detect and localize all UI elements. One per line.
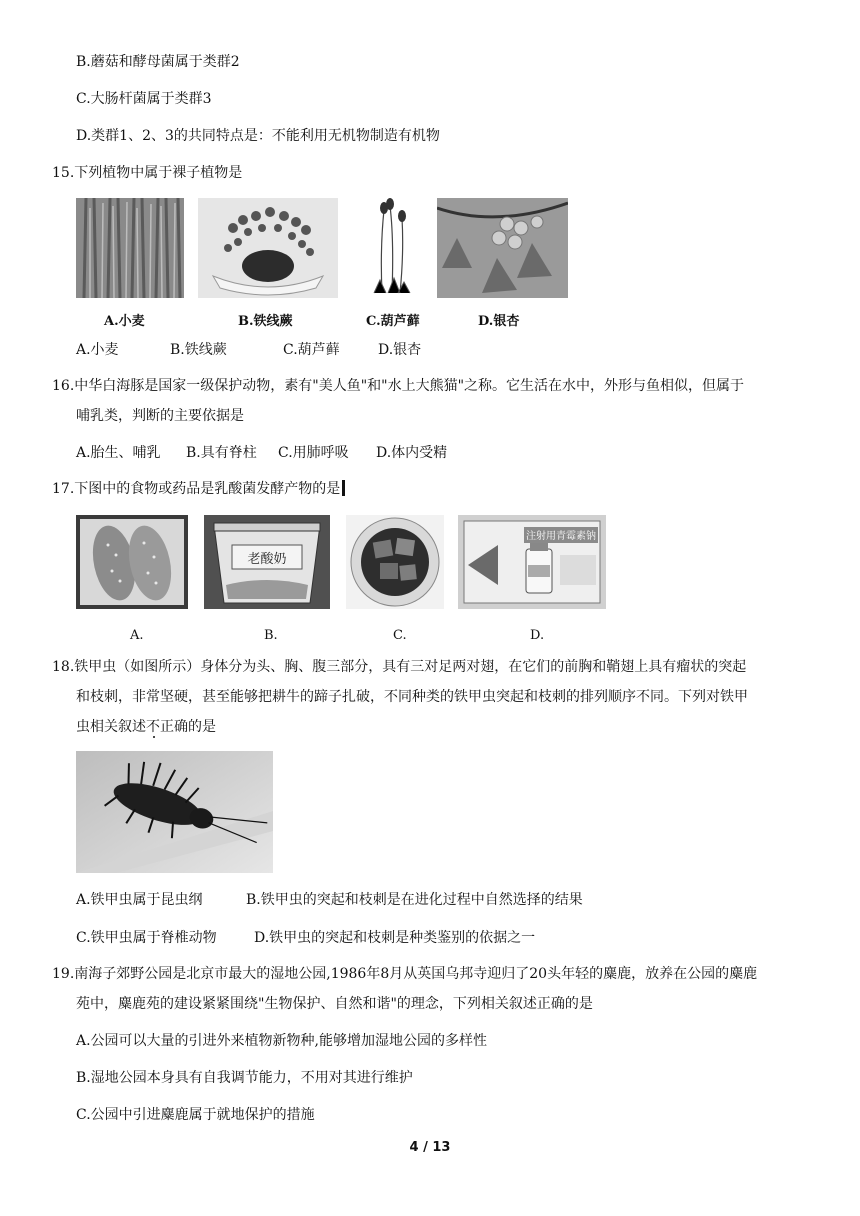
q19-option-c: C.公园中引进麋鹿属于就地保护的措施 [76, 1107, 315, 1123]
q16-option-a: A.胎生、哺乳 [76, 445, 161, 461]
q17-stem [52, 479, 345, 499]
q14-option-c: C.大肠杆菌属于类群3 [76, 91, 212, 107]
q15-option-c: C.葫芦藓 [283, 342, 340, 358]
q17-label-a: A. [130, 628, 144, 643]
q15-caption-a: A.小麦 [104, 314, 145, 329]
fern-image [198, 198, 338, 298]
ginkgo-image [437, 198, 568, 298]
q16-option-b: B.具有脊柱 [186, 445, 257, 461]
text-cursor [342, 480, 345, 496]
iron-beetle-image [76, 751, 273, 873]
q18-option-c: C.铁甲虫属于脊椎动物 [76, 930, 217, 946]
penicillin-box-text: 注射用青霉素钠 [526, 531, 596, 542]
q15-option-d: D.银杏 [378, 342, 422, 358]
q18-emphasis-not: 不 [146, 719, 160, 735]
q16-stem-line1: 16.中华白海豚是国家一级保护动物，素有"美人鱼"和"水上大熊猫"之称。它生活在水中，外形与鱼相似，但属于 [52, 378, 745, 394]
q15-caption-b: B.铁线蕨 [238, 314, 293, 329]
q15-option-b: B.铁线蕨 [170, 342, 227, 358]
q16-option-c: C.用肺呼吸 [278, 445, 349, 461]
penicillin-image [458, 515, 606, 609]
q19-stem-line2: 苑中，麋鹿苑的建设紧紧围绕"生物保护、自然和谐"的理念，下列相关叙述正确的是 [76, 996, 593, 1012]
q15-caption-d: D.银杏 [478, 314, 520, 329]
q15-stem: 15.下列植物中属于裸子植物是 [52, 165, 243, 181]
q17-label-c: C. [393, 628, 407, 643]
q18-stem-line3-pre: 虫相关叙述 [76, 719, 146, 735]
q17-label-b: B. [264, 628, 278, 643]
q18-stem-line1: 18.铁甲虫（如图所示）身体分为头、胸、腹三部分，具有三对足两对翅，在它们的前胸和鞘翅上具有瘤状的突起 [52, 659, 747, 675]
page-number: 4 / 13 [409, 1140, 451, 1155]
q18-stem-line2: 和枝刺，非常坚硬，甚至能够把耕牛的蹄子扎破，不同种类的铁甲虫突起和枝刺的排列顺序不同。下列对铁甲 [76, 689, 748, 705]
q18-option-b: B.铁甲虫的突起和枝刺是在进化过程中自然选择的结果 [246, 892, 583, 908]
q17-stem-text: 17.下图中的食物或药品是乳酸菌发酵产物的是 [52, 481, 341, 497]
q19-option-a: A.公园可以大量的引进外来植物新物种,能够增加湿地公园的多样性 [76, 1033, 488, 1049]
q19-stem-line1: 19.南海子郊野公园是北京市最大的湿地公园,1986年8月从英国乌邦寺迎归了20头年轻的麋鹿，放养在公园的麋鹿 [52, 966, 758, 982]
q19-option-b: B.湿地公园本身具有自我调节能力，不用对其进行维护 [76, 1070, 413, 1086]
bread-image [76, 515, 188, 609]
q18-option-a: A.铁甲虫属于昆虫纲 [76, 892, 203, 908]
yogurt-image [204, 515, 330, 609]
q16-option-d: D.体内受精 [376, 445, 448, 461]
q18-stem-line3 [76, 717, 216, 737]
yogurt-label-text: 老酸奶 [247, 552, 287, 567]
q18-stem-line3-post: 正确的是 [160, 719, 216, 735]
q16-stem-line2: 哺乳类，判断的主要依据是 [76, 408, 244, 424]
q15-caption-c: C.葫芦藓 [366, 314, 420, 329]
fermented-tofu-image [346, 515, 444, 609]
q14-option-d: D.类群1、2、3的共同特点是：不能利用无机物制造有机物 [76, 128, 440, 144]
moss-image [360, 198, 422, 298]
q14-option-b: B.蘑菇和酵母菌属于类群2 [76, 54, 240, 70]
q18-option-d: D.铁甲虫的突起和枝刺是种类鉴别的依据之一 [254, 930, 536, 946]
q15-option-a: A.小麦 [76, 342, 119, 358]
q17-label-d: D. [530, 628, 545, 643]
wheat-image [76, 198, 184, 298]
